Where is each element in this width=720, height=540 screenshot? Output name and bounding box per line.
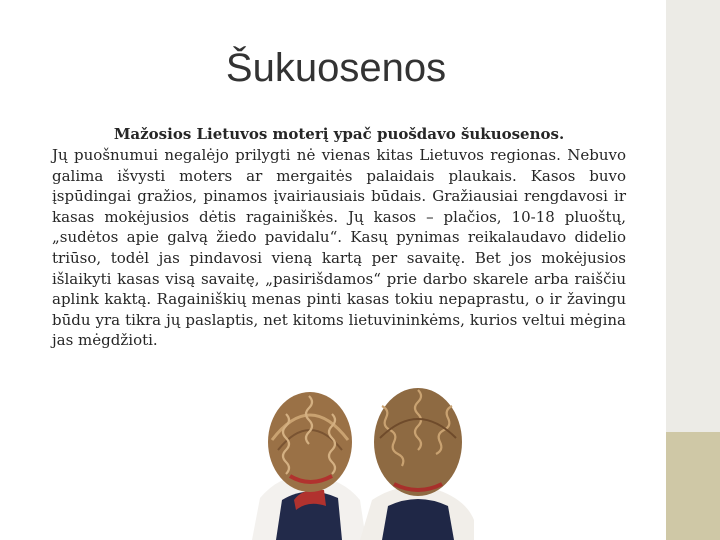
side-decoration-accent	[666, 432, 720, 540]
girls-braids-photo	[242, 380, 474, 540]
slide-body-text: Jų puošnumui negalėjo prilygti nė vienas kitas Lietuvos regionas. Nebuvo galima išvysti moters ar mergaitės palaidais plaukais. Kasos buvo įspūdingai gražios, pinamos įvairiausiais būdais. Gražiausiai rengdavosi ir kasas mokėjusios dėtis ragainiškės. Jų kasos – plačios, 10-18 pluoštų, „sudėtos apie galvą žiedo pavidalu“. Kasų pynimas reikalaudavo didelio triūso, todėl jas pindavosi vieną kartą per savaitę. Bet jos mokėjusios išlaikyti kasas visą savaitę, „pasirišdamos“ prie darbo skarele arba raiščiu aplink kaktą. Ragainiškių menas pinti kasas tokiu nepaprastu, o ir žavingu būdu yra tikra jų paslaptis, net kitoms lietuvininkėms, kurios veltui mėgina jas mėgdžioti.	[52, 146, 626, 350]
slide-title: Šukuosenos	[225, 46, 447, 90]
slide-subtitle: Mažosios Lietuvos moterį ypač puošdavo šukuosenos.	[113, 125, 565, 143]
